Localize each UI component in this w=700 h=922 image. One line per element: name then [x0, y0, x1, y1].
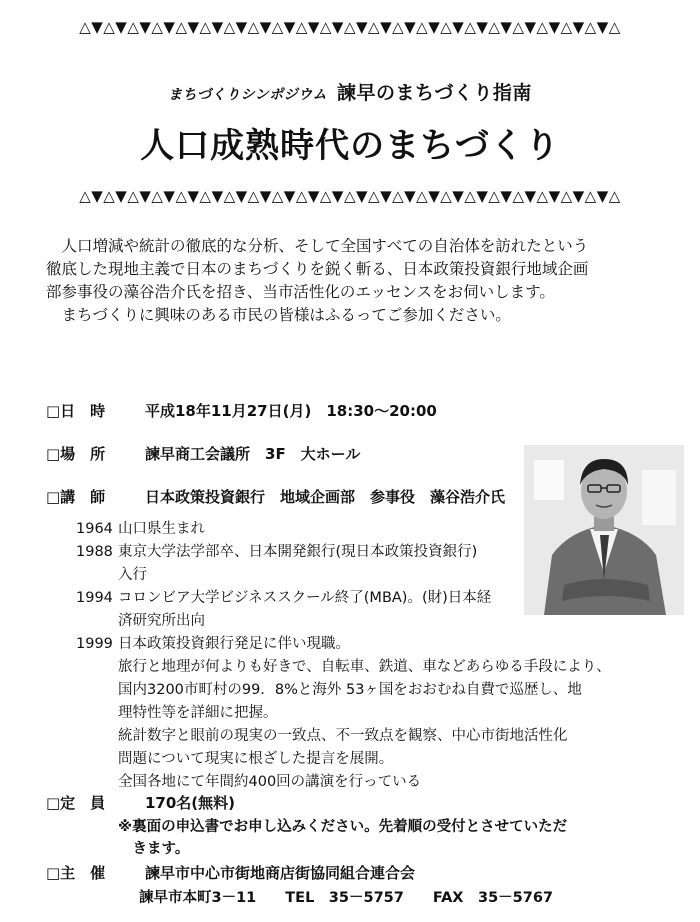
bio-line: コロンビア大学ビジネススクール終了(MBA)。(財)日本経 — [118, 590, 492, 606]
organizer-value: 諫早市中心市街地商店街協同組合連合会 — [145, 864, 416, 882]
date-label: □日 時 — [46, 402, 106, 420]
page-title: 人口成熟時代のまちづくり — [140, 126, 560, 166]
bio-year: 1988 — [76, 544, 113, 560]
intro-line: 徹底した現地主義で日本のまちづくりを鋭く斬る、日本政策投資銀行地域企画 — [46, 260, 589, 278]
bio-line: 日本政策投資銀行発足に伴い現職。 — [118, 636, 350, 652]
bio-line: 統計数字と眼前の現実の一致点、不一致点を観察、中心市街地活性化 — [118, 728, 568, 744]
bio-text — [118, 633, 616, 794]
bio-line: 全国各地にて年間約400回の講演を行っている — [118, 774, 422, 790]
bio-line: 国内3200市町村の99．8%と海外 53ヶ国をおおむね自費で巡歴し、地 — [118, 682, 582, 698]
intro-line: まちづくりに興味のある市民の皆様はふるってご参加ください。 — [46, 306, 511, 324]
bio-line: 入行 — [118, 567, 147, 583]
note-line: きます。 — [118, 841, 190, 857]
bio-text — [118, 587, 616, 633]
intro-line: 人口増減や統計の徹底的な分析、そして全国すべての自治体を訪れたという — [46, 237, 589, 255]
bio-item — [76, 633, 616, 794]
bio-year: 1999 — [76, 636, 113, 652]
capacity-label: □定 員 — [46, 794, 106, 812]
subtitle-text: 諫早のまちづくり指南 — [337, 82, 532, 104]
speaker-value: 日本政策投資銀行 地域企画部 参事役 藻谷浩介氏 — [145, 488, 506, 506]
bio-line: 問題について現実に根ざした提言を展開。 — [118, 751, 394, 767]
speaker-label: □講 師 — [46, 488, 106, 506]
triangle-border-middle: △▼△▼△▼△▼△▼△▼△▼△▼△▼△▼△▼△▼△▼△▼△▼△▼△▼△▼△▼△▼△▼△▼△ — [79, 187, 621, 205]
intro-line: 部参事役の藻谷浩介氏を招き、当市活性化のエッセンスをお伺いします。 — [46, 283, 555, 301]
intro-paragraph — [46, 235, 636, 327]
series-label: まちづくりシンポジウム — [168, 87, 328, 103]
bio-text — [118, 541, 616, 587]
bio-text — [118, 518, 616, 541]
date-value: 平成18年11月27日(月) 18:30〜20:00 — [145, 402, 437, 420]
place-label: □場 所 — [46, 445, 106, 463]
bio-line: 理特性等を詳細に把握。 — [118, 705, 278, 721]
bio-item — [76, 587, 616, 633]
bio-item — [76, 518, 616, 541]
organizer-label: □主 催 — [46, 864, 106, 882]
bio-year: 1994 — [76, 590, 113, 606]
application-note — [118, 816, 618, 860]
bio-line: 東京大学法学部卒、日本開発銀行(現日本政策投資銀行) — [118, 544, 478, 560]
organizer-address: 諫早市本町3－11 TEL 35－5757 FAX 35－5767 — [139, 890, 554, 906]
bio-item — [76, 541, 616, 587]
header-subtitle — [0, 78, 700, 105]
bio-line: 旅行と地理が何よりも好きで、自転車、鉄道、車などあらゆる手段により、 — [118, 659, 611, 675]
triangle-border-top: △▼△▼△▼△▼△▼△▼△▼△▼△▼△▼△▼△▼△▼△▼△▼△▼△▼△▼△▼△▼△▼△▼△ — [79, 18, 621, 36]
speaker-biography — [76, 518, 616, 794]
note-line: ※裏面の申込書でお申し込みください。先着順の受付とさせていただ — [118, 819, 568, 835]
place-value: 諫早商工会議所 3F 大ホール — [145, 445, 361, 463]
bio-year: 1964 — [76, 521, 113, 537]
capacity-value: 170名(無料) — [145, 794, 236, 812]
bio-line: 済研究所出向 — [118, 613, 205, 629]
bio-line: 山口県生まれ — [118, 521, 205, 537]
